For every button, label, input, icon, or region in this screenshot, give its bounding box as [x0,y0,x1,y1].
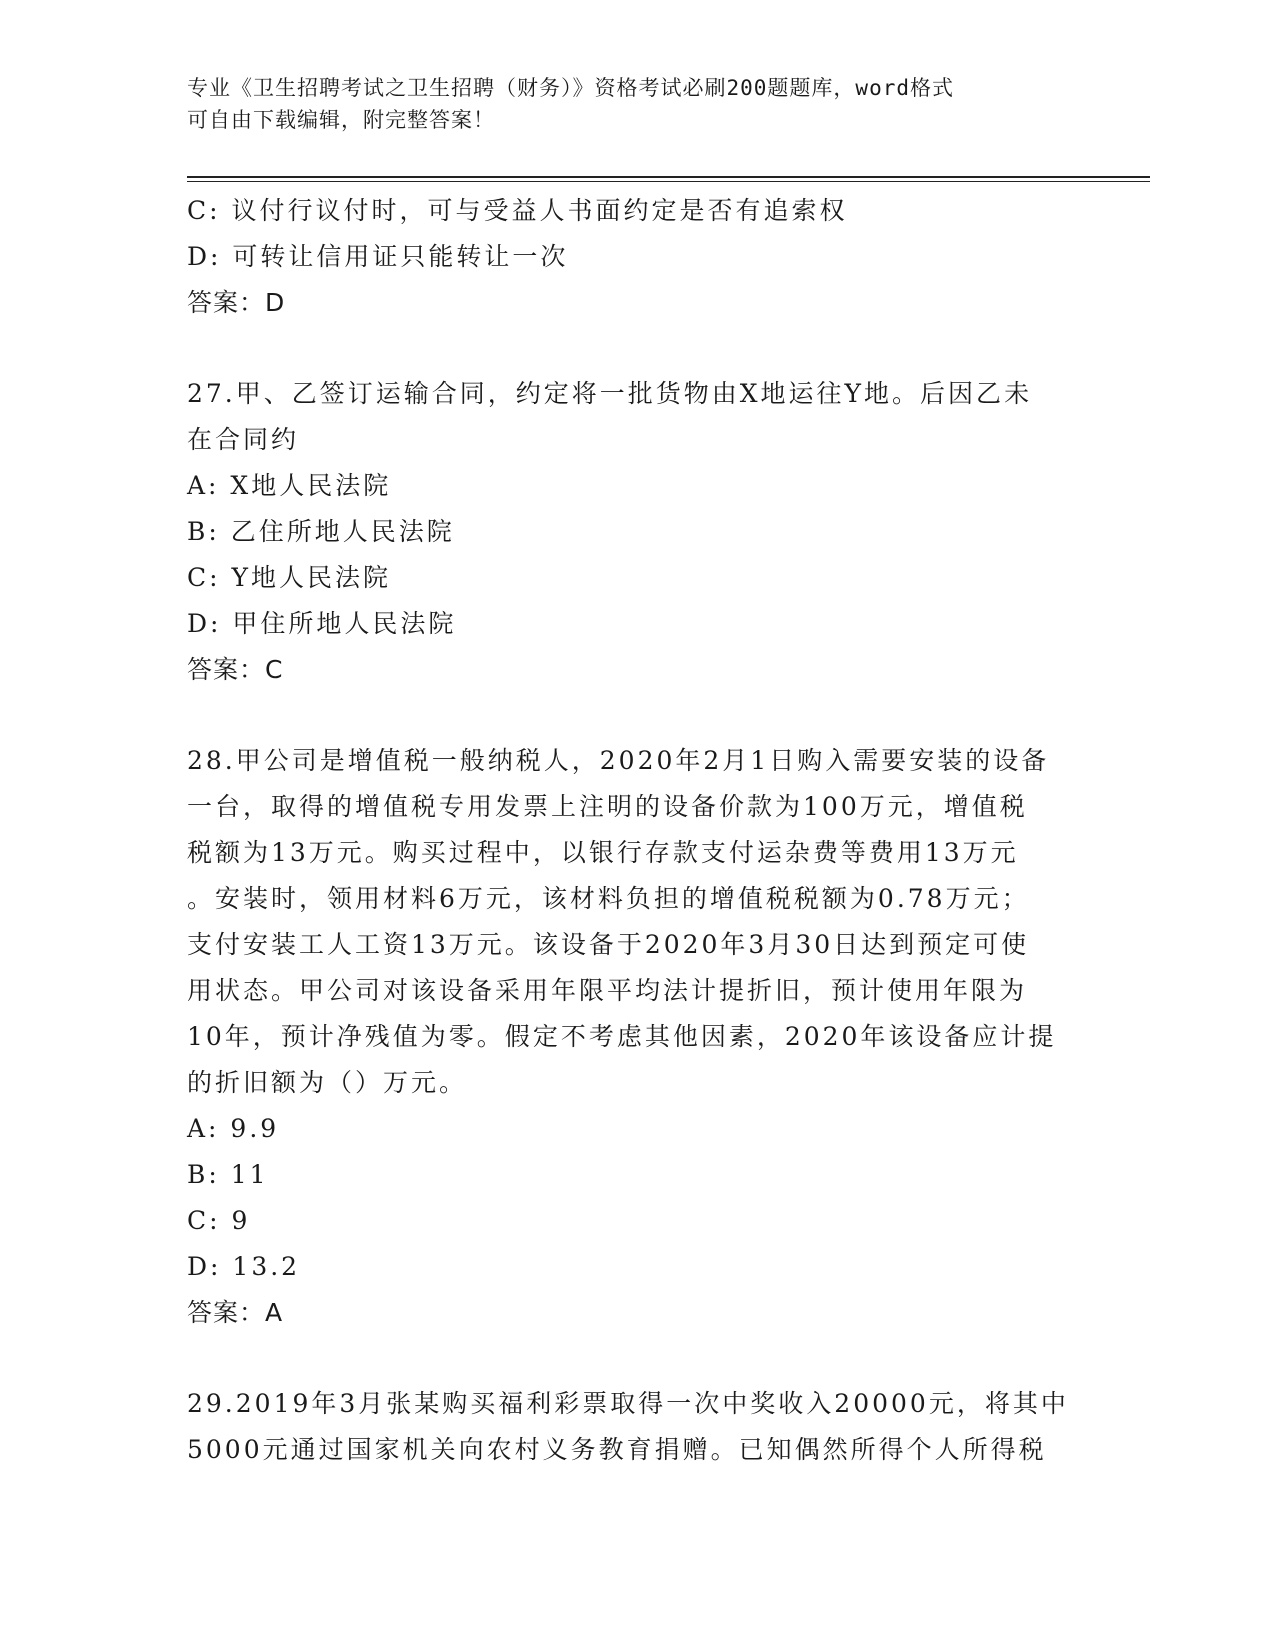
option-d: D: 甲住所地人民法院 [187,609,457,638]
question-stem-line: 一台，取得的增值税专用发票上注明的设备价款为100万元，增值税 [187,792,1028,821]
header-title-line1: 专业《卫生招聘考试之卫生招聘（财务）》资格考试必刷200题题库，word格式 [187,76,954,100]
question-stem-line: 28.甲公司是增值税一般纳税人，2020年2月1日购入需要安装的设备 [187,746,1050,775]
spacer [187,326,1087,371]
question-stem-line: 。安装时，领用材料6万元，该材料负担的增值税税额为0.78万元； [187,884,1030,913]
option-c: C: 9 [187,1206,251,1235]
question-stem-line: 29.2019年3月张某购买福利彩票取得一次中奖收入20000元，将其中 [187,1389,1069,1418]
option-a: A: X地人民法院 [187,471,392,500]
option-c: C: Y地人民法院 [187,563,392,592]
option-b: B: 11 [187,1160,269,1189]
question-stem-line: 10年，预计净残值为零。假定不考虑其他因素，2020年该设备应计提 [187,1022,1057,1051]
answer-line: 答案：D [187,288,286,317]
question-stem-line: 在合同约 [187,425,300,454]
option-c: C: 议付行议付时，可与受益人书面约定是否有追索权 [187,196,848,225]
document-header [187,72,1067,136]
option-a: A: 9.9 [187,1114,280,1143]
header-divider-thick [187,176,1150,178]
spacer [187,693,1087,738]
question-content [187,188,1087,1473]
header-divider-thin [187,181,1150,182]
question-stem-line: 的折旧额为（）万元。 [187,1068,468,1097]
question-stem-line: 支付安装工人工资13万元。该设备于2020年3月30日达到预定可使 [187,930,1030,959]
answer-line: 答案：A [187,1298,284,1327]
question-stem-line: 27.甲、乙签订运输合同，约定将一批货物由X地运往Y地。后因乙未 [187,379,1033,408]
header-title-line2: 可自由下载编辑，附完整答案！ [187,108,495,132]
option-b: B: 乙住所地人民法院 [187,517,455,546]
spacer [187,1336,1087,1381]
answer-line: 答案：C [187,655,284,684]
question-stem-line: 5000元通过国家机关向农村义务教育捐赠。已知偶然所得个人所得税 [187,1435,1047,1464]
option-d: D: 可转让信用证只能转让一次 [187,242,569,271]
question-stem-line: 税额为13万元。购买过程中，以银行存款支付运杂费等费用13万元 [187,838,1019,867]
question-stem-line: 用状态。甲公司对该设备采用年限平均法计提折旧，预计使用年限为 [187,976,1028,1005]
option-d: D: 13.2 [187,1252,301,1281]
